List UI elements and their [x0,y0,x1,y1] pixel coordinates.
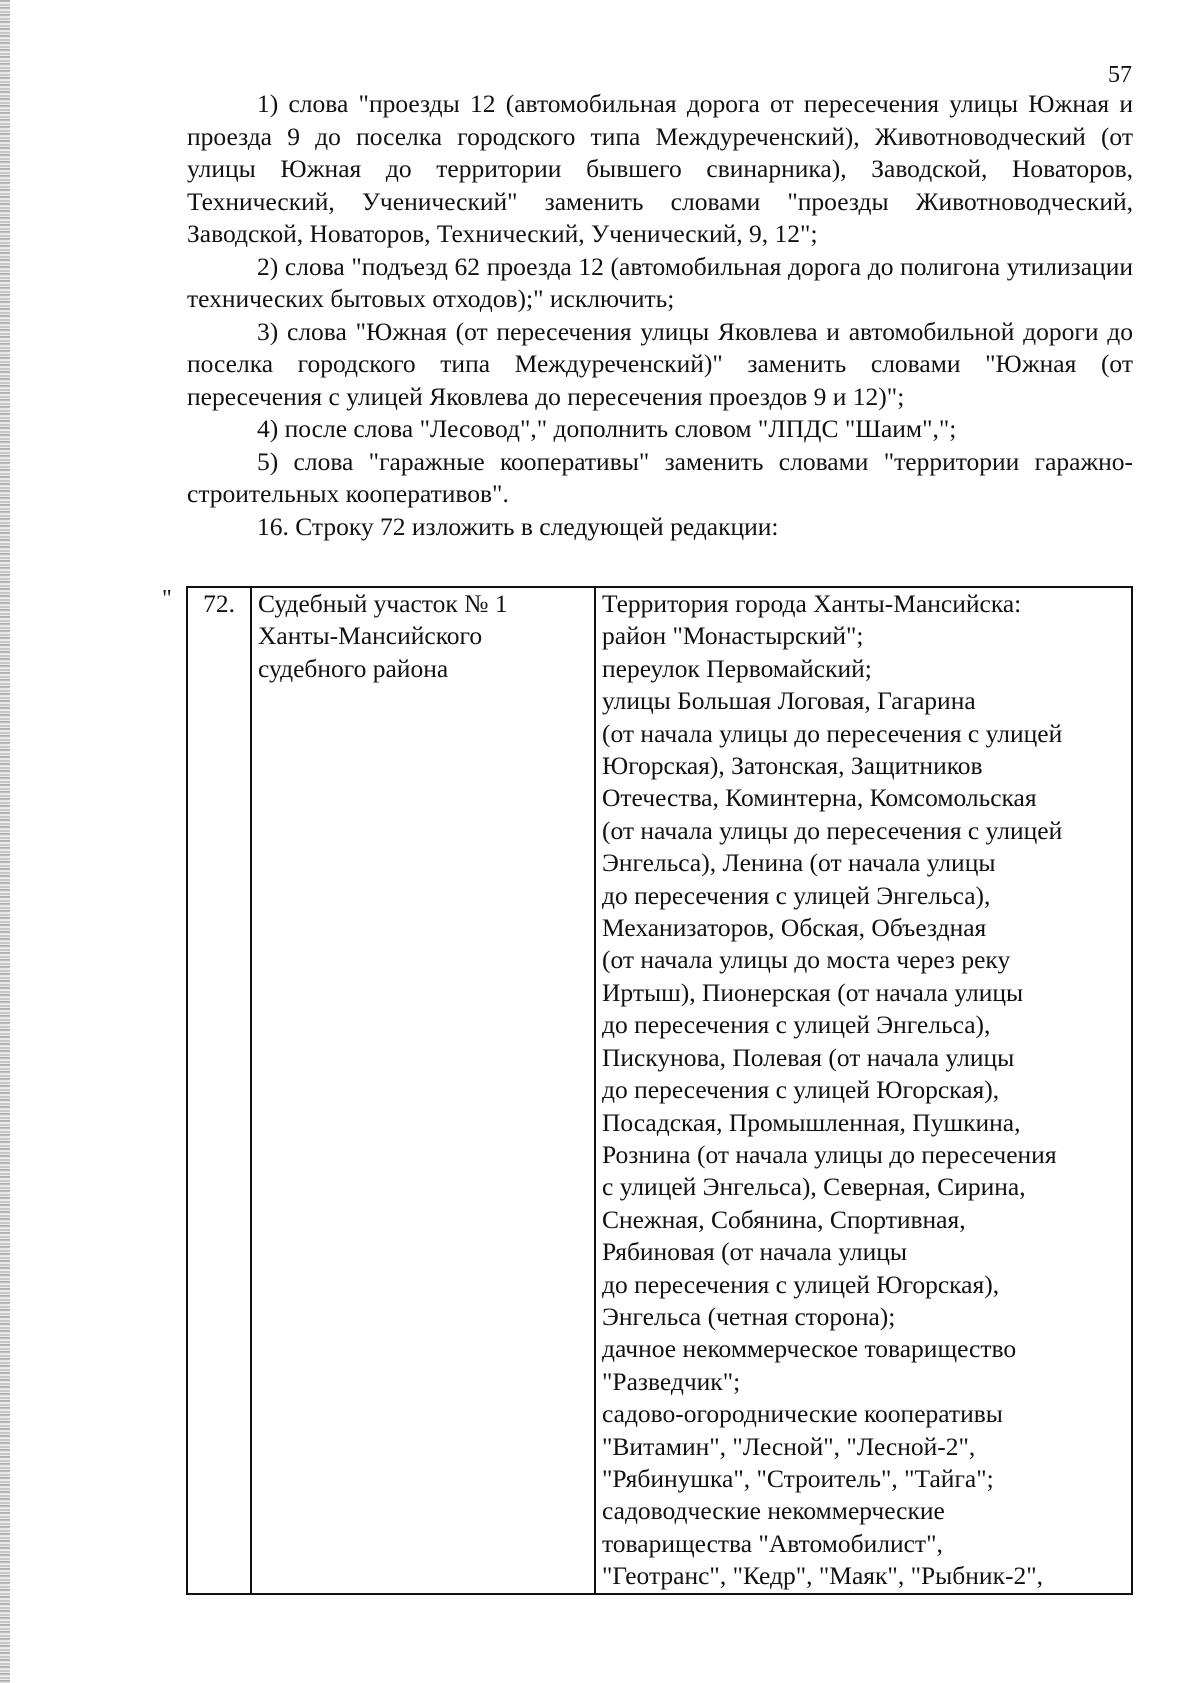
territory-line: садоводческие некоммерческие [602,1496,945,1526]
paragraph-4: 4) после слова "Лесовод"," дополнить словом "ЛПДС "Шаим","; [257,414,957,443]
territory-line: "Рябинушка", "Строитель", "Тайга"; [602,1463,994,1493]
territory-line: с улицей Энгельса), Северная, Сирина, [602,1172,1026,1202]
territory-line: "Разведчик"; [602,1366,741,1396]
paragraph-1: 1) слова "проезды 12 (автомобильная дорога от пересечения улицы Южная и проезда 9 до поселка городского типа Междуреченский), Животноводческий (от улицы Южная до территории бывшего свинарника), Заводской, Новаторов, Технический, Ученический" заменить словами "проезды Животноводческий, Заводской, Новаторов, Технический, Ученический, 9, 12"; [187,89,1133,248]
table-row [187,587,1132,1594]
paragraph-6: 16. Строку 72 изложить в следующей редакции: [257,511,779,541]
territory-line: Энгельса (четная сторона); [602,1301,896,1331]
territory-line: (от начала улицы до моста через реку [602,945,1011,975]
territory-line: до пересечения с улицей Энгельса), [602,880,991,910]
territory-line: садово-огороднические кооперативы [602,1399,1003,1429]
territory-line: Рябиновая (от начала улицы [602,1237,908,1267]
territory-line: переулок Первомайский; [602,653,872,683]
territory-cell [595,587,1132,1594]
paragraph-2: 2) слова "подъезд 62 проезда 12 (автомобильная дорога до полигона утилизации технических бытовых отходов);" исключить; [187,251,1133,313]
scan-edge-artifact [0,0,10,1683]
court-name-line: Судебный участок № 1 [258,589,508,618]
territory-line: товарищества "Автомобилист", [602,1528,943,1558]
court-district-table [186,586,1133,1595]
territory-line: Пискунова, Полевая (от начала улицы [602,1042,1015,1072]
territory-line: Территория города Ханты-Мансийска: [602,589,1022,618]
page-number: 57 [1108,62,1132,88]
territory-line: дачное некоммерческое товарищество [602,1334,1017,1364]
territory-line: Энгельса), Ленина (от начала улицы [602,848,996,878]
row-number: 72. [203,589,235,618]
territory-line: Снежная, Собянина, Спортивная, [602,1204,966,1234]
territory-line: Рознина (от начала улицы до пересечения [602,1139,1057,1169]
territory-line: Механизаторов, Обская, Объездная [602,913,987,943]
paragraph-5: 5) слова "гаражные кооперативы" заменить словами "территории гаражно-строительных кооперативов". [187,446,1133,508]
paragraph-3: 3) слова "Южная (от пересечения улицы Яковлева и автомобильной дороги до поселка городского типа Междуреченский)" заменить словами "Южная (от пересечения с улицей Яковлева до пересечения проездов 9 и 12)"; [187,316,1133,411]
territory-line: (от начала улицы до пересечения с улицей [602,815,1063,845]
territory-line: (от начала улицы до пересечения с улицей [602,718,1063,748]
row-number-cell [187,587,251,1594]
territory-line: до пересечения с улицей Энгельса), [602,1010,991,1040]
territory-line: до пересечения с улицей Югорская), [602,1269,1000,1299]
court-name-line: Ханты-Мансийского [258,621,483,651]
court-name-cell [251,587,595,1594]
territory-line: район "Монастырский"; [602,621,864,651]
territory-line: улицы Большая Логовая, Гагарина [602,686,976,716]
territory-line: Югорская), Затонская, Защитников [602,751,983,781]
amendment-text [187,88,1133,543]
territory-line: Посадская, Промышленная, Пушкина, [602,1107,1021,1137]
court-name-line: судебного района [258,653,449,683]
territory-line: Отечества, Коминтерна, Комсомольская [602,783,1037,813]
territory-line: до пересечения с улицей Югорская), [602,1075,1000,1105]
opening-quote: " [162,586,172,612]
territory-line: "Витамин", "Лесной", "Лесной-2", [602,1431,976,1461]
territory-line: "Геотранс", "Кедр", "Маяк", "Рыбник-2", [602,1561,1043,1591]
territory-line: Иртыш), Пионерская (от начала улицы [602,977,1024,1007]
